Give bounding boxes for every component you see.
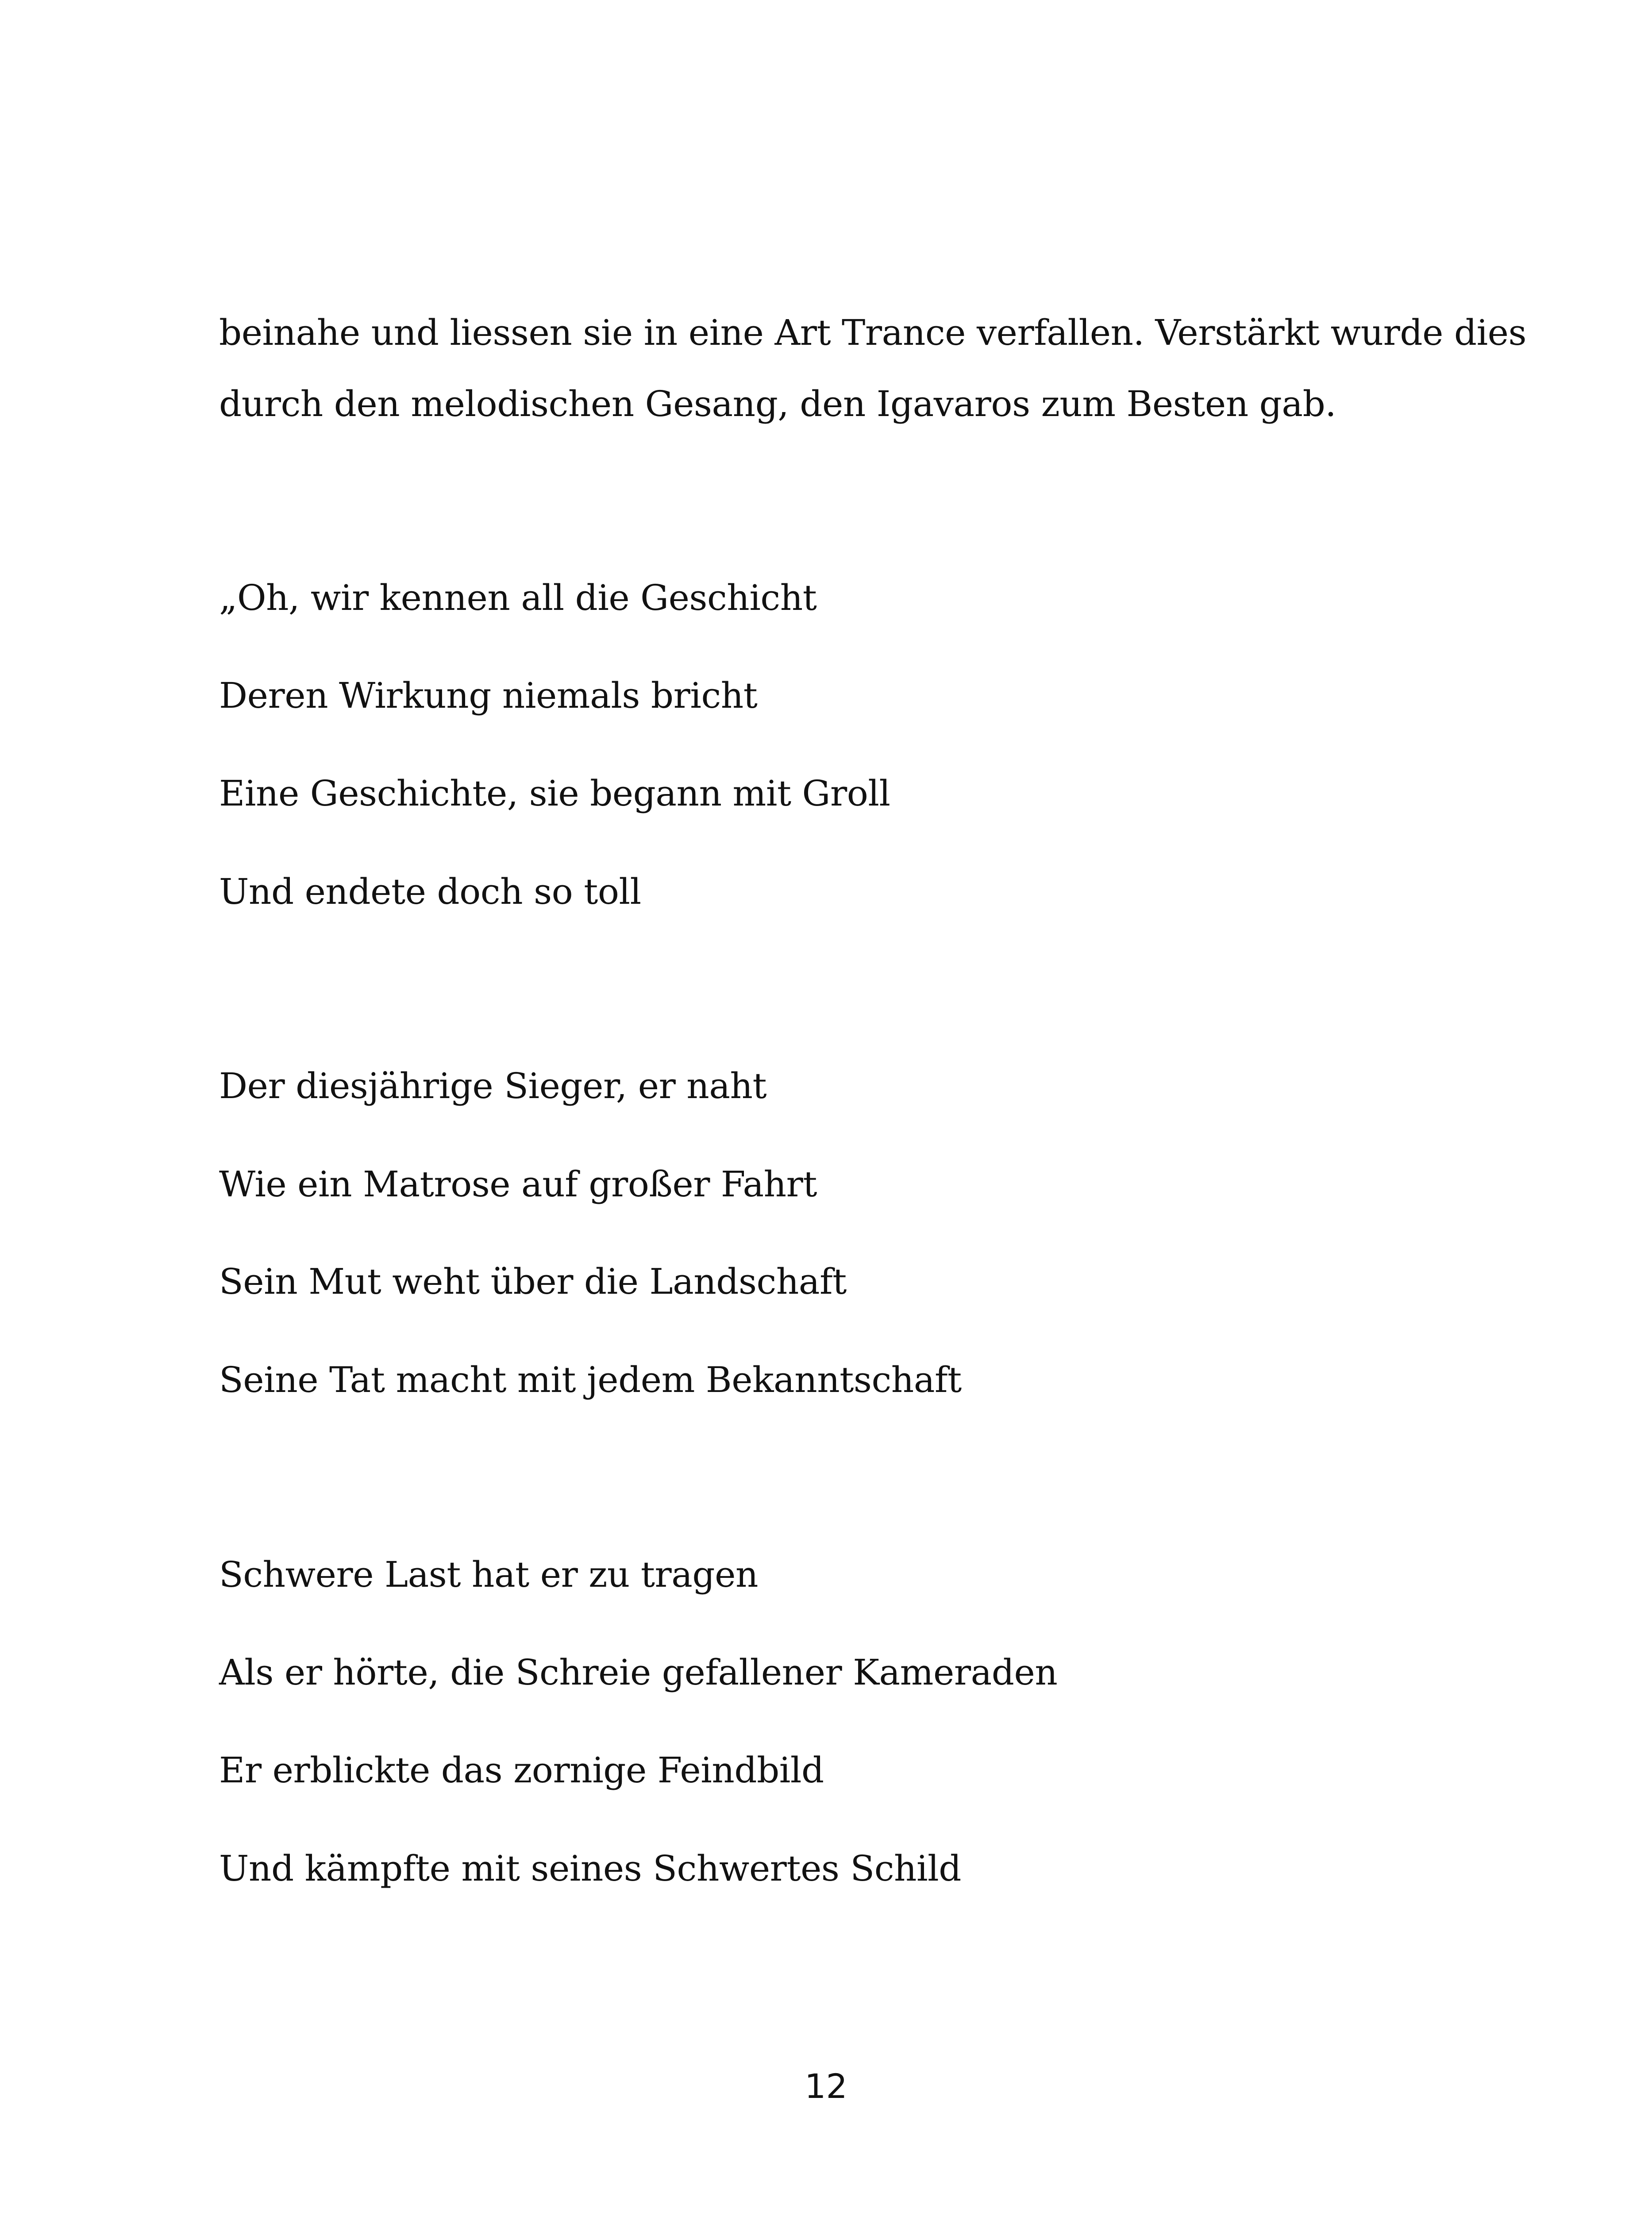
stanza-2-line-2: Wie ein Matrose auf großer Fahrt xyxy=(219,1164,817,1205)
stanza-1-line-1: „Oh, wir kennen all die Geschicht xyxy=(219,577,817,618)
stanza-1-line-2: Deren Wirkung niemals bricht xyxy=(219,675,758,716)
stanza-1-line-3: Eine Geschichte, sie begann mit Groll xyxy=(219,773,890,814)
prose-line-1: beinahe und liessen sie in eine Art Trance verfallen. Verstärkt wurde dies xyxy=(219,312,1527,353)
stanza-3-line-4: Und kämpfte mit seines Schwertes Schild xyxy=(219,1848,961,1889)
prose-line-2: durch den melodischen Gesang, den Igavaros zum Besten gab. xyxy=(219,383,1336,424)
page-number: 12 xyxy=(805,2066,847,2106)
stanza-3-line-3: Er erblickte das zornige Feindbild xyxy=(219,1750,824,1791)
stanza-2-line-1: Der diesjährige Sieger, er naht xyxy=(219,1065,767,1106)
stanza-3-line-2: Als er hörte, die Schreie gefallener Kameraden xyxy=(219,1652,1058,1693)
stanza-2-line-4: Seine Tat macht mit jedem Bekanntschaft xyxy=(219,1359,962,1400)
stanza-1-line-4: Und endete doch so toll xyxy=(219,871,641,912)
stanza-2-line-3: Sein Mut weht über die Landschaft xyxy=(219,1261,847,1302)
stanza-3-line-1: Schwere Last hat er zu tragen xyxy=(219,1554,758,1595)
